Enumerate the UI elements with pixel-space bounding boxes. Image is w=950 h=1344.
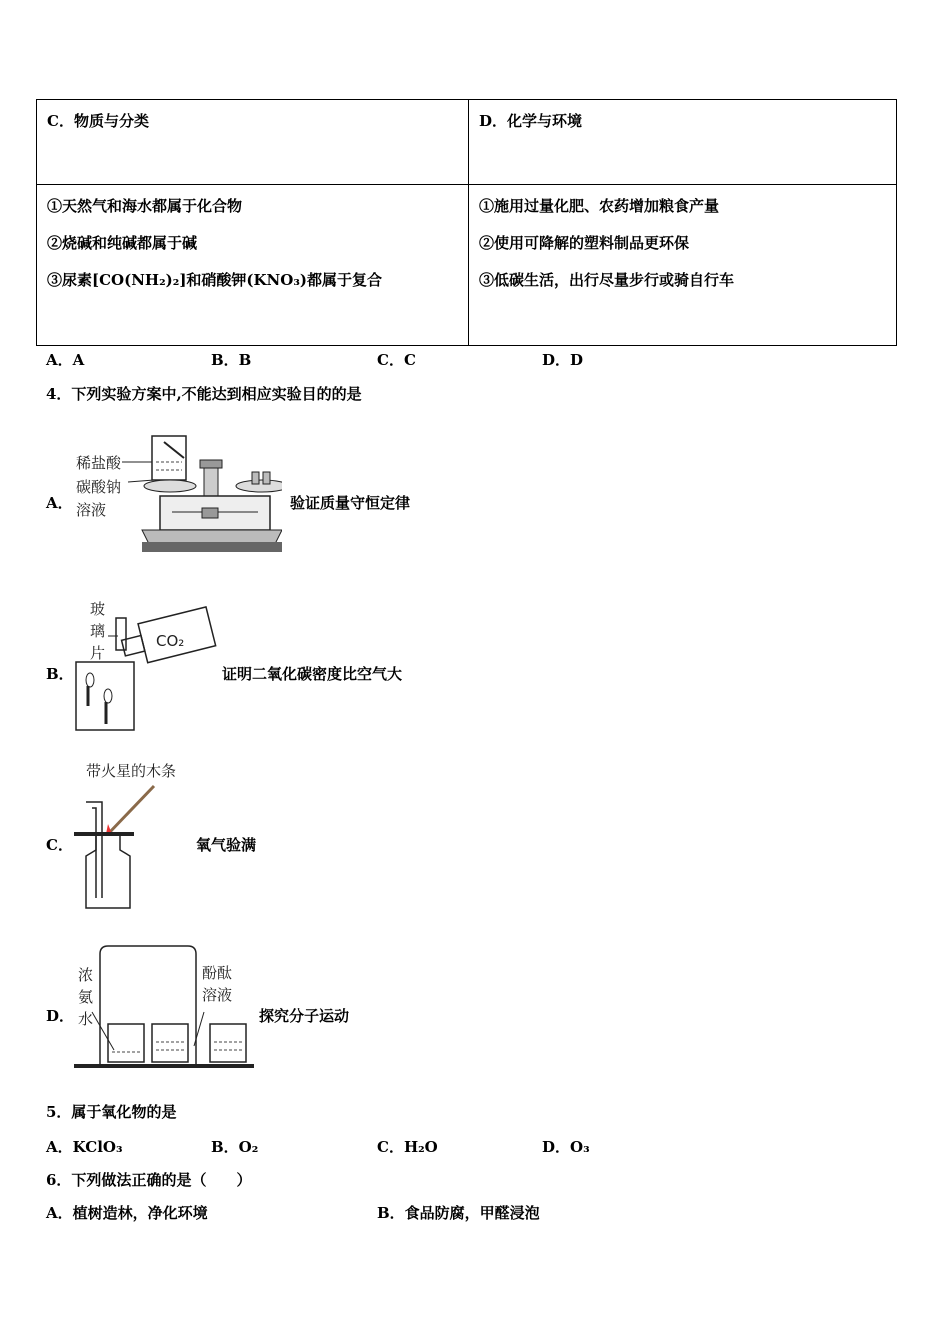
q4-option-d-label[interactable]: D． <box>46 1007 75 1025</box>
co2-beaker-figure <box>72 596 220 736</box>
q4-option-b-desc: 证明二氧化碳密度比空气大 <box>222 665 403 683</box>
q5-stem: 5．属于氧化物的是 <box>46 1103 177 1121</box>
q4-option-d-desc: 探究分子运动 <box>259 1007 350 1025</box>
q3-d-header: D．化学与环境 <box>479 112 583 130</box>
q3-d-item-3: ③低碳生活，出行尽量步行或骑自行车 <box>479 271 735 289</box>
q3-option-d[interactable]: D．D <box>542 351 584 369</box>
q3-d-item-2: ②使用可降解的塑料制品更环保 <box>479 234 690 252</box>
fig-d-label-3: 水 <box>78 1010 94 1028</box>
q6-option-b[interactable]: B．食品防腐，甲醛浸泡 <box>377 1204 540 1222</box>
molecule-motion-figure <box>72 942 258 1072</box>
oxygen-bottle-figure <box>72 758 202 910</box>
q4-option-b-label[interactable]: B． <box>46 665 74 683</box>
beakers-icon <box>72 942 258 1072</box>
fig-b-label-co2: CO₂ <box>156 632 185 650</box>
q4-stem: 4．下列实验方案中,不能达到相应实验目的的是 <box>46 385 362 403</box>
fig-a-label-solution: 溶液 <box>76 501 107 519</box>
fig-b-label-2: 璃 <box>90 622 106 640</box>
q3-option-a[interactable]: A．A <box>46 351 85 369</box>
fig-b-label-1: 玻 <box>90 600 106 618</box>
balance-icon <box>72 432 282 554</box>
q3-c-item-3: ③尿素[CO(NH₂)₂]和硝酸钾(KNO₃)都属于复合 <box>47 271 382 289</box>
fig-b-label-3: 片 <box>90 644 106 662</box>
q5-option-b[interactable]: B．O₂ <box>211 1138 259 1156</box>
q3-table <box>36 99 897 346</box>
q3-c-item-2: ②烧碱和纯碱都属于碱 <box>47 234 198 252</box>
q4-option-c-desc: 氧气验满 <box>196 836 257 854</box>
q3-cell-c-items <box>37 185 469 346</box>
q3-c-item-1: ①天然气和海水都属于化合物 <box>47 197 243 215</box>
q3-cell-d-header <box>469 100 897 185</box>
oxygen-bottle-icon <box>72 758 202 910</box>
balance-figure <box>72 432 282 554</box>
fig-d-label-4: 酚酞 <box>202 964 233 982</box>
co2-bottle-icon <box>72 596 220 736</box>
fig-d-label-1: 浓 <box>78 966 94 984</box>
q6-option-a[interactable]: A．植树造林，净化环境 <box>46 1204 208 1222</box>
fig-a-label-hcl: 稀盐酸 <box>76 454 122 472</box>
q3-option-b[interactable]: B．B <box>211 351 252 369</box>
q4-option-c-label[interactable]: C． <box>46 836 73 854</box>
q5-option-d[interactable]: D．O₃ <box>542 1138 590 1156</box>
fig-d-label-5: 溶液 <box>202 986 233 1004</box>
q4-option-a-label[interactable]: A． <box>46 494 73 512</box>
fig-a-label-na2co3: 碳酸钠 <box>76 478 122 496</box>
fig-c-label: 带火星的木条 <box>86 762 177 780</box>
q3-cell-d-items <box>469 185 897 346</box>
q3-c-header: C．物质与分类 <box>47 112 149 130</box>
q5-option-a[interactable]: A．KClO₃ <box>46 1138 123 1156</box>
q3-option-c[interactable]: C．C <box>377 351 416 369</box>
q3-cell-c-header <box>37 100 469 185</box>
q6-stem: 6．下列做法正确的是（ ） <box>46 1171 252 1189</box>
fig-d-label-2: 氨 <box>78 988 94 1006</box>
q4-option-a-desc: 验证质量守恒定律 <box>290 494 411 512</box>
q5-option-c[interactable]: C．H₂O <box>377 1138 438 1156</box>
q3-d-item-1: ①施用过量化肥、农药增加粮食产量 <box>479 197 720 215</box>
